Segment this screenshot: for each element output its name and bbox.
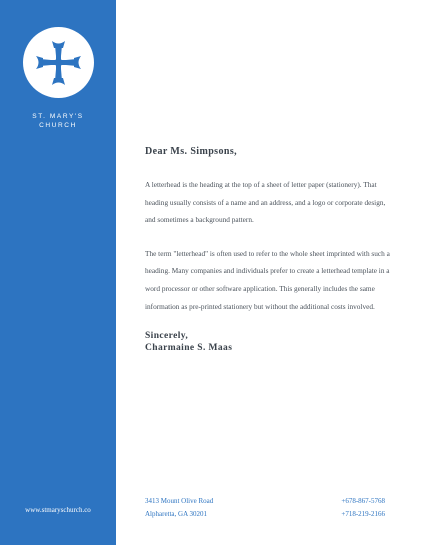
paragraph-2: The term "letterhead" is often used to refer to the whole sheet imprinted with such a heading. Many companies and individuals prefer to create a letterhead template in a word processor or other software application. This generally includes the same information as pre-printed stationery but without the additional costs involved. bbox=[145, 248, 390, 311]
sidebar bbox=[0, 0, 116, 545]
address-line2: Alpharetta, GA 30201 bbox=[145, 510, 208, 518]
cross-icon bbox=[23, 27, 94, 98]
address-line1: 3413 Mount Olive Road bbox=[145, 497, 214, 505]
phone-2[interactable]: +718-219-2166 bbox=[341, 510, 385, 518]
letter-body bbox=[145, 146, 393, 354]
footer-phones bbox=[341, 495, 385, 521]
phone-1[interactable]: +678-867-5768 bbox=[341, 497, 385, 505]
org-name-line1: ST. MARY'S bbox=[32, 113, 84, 120]
paragraph-1: A letterhead is the heading at the top of a sheet of letter paper (stationery). That heading usually consists of a name and an address, and a logo or corporate design, and sometimes a background pattern. bbox=[145, 180, 386, 225]
footer-address bbox=[145, 495, 213, 521]
church-logo bbox=[23, 27, 94, 98]
org-name-line2: CHURCH bbox=[39, 122, 77, 129]
closing: Sincerely, bbox=[145, 331, 189, 342]
signature: Charmaine S. Maas bbox=[145, 342, 233, 353]
salutation: Dear Ms. Simpsons, bbox=[145, 146, 238, 157]
org-name bbox=[0, 112, 116, 130]
website-link[interactable]: www.stmaryschurch.co bbox=[25, 506, 91, 514]
closing-block bbox=[145, 331, 393, 354]
